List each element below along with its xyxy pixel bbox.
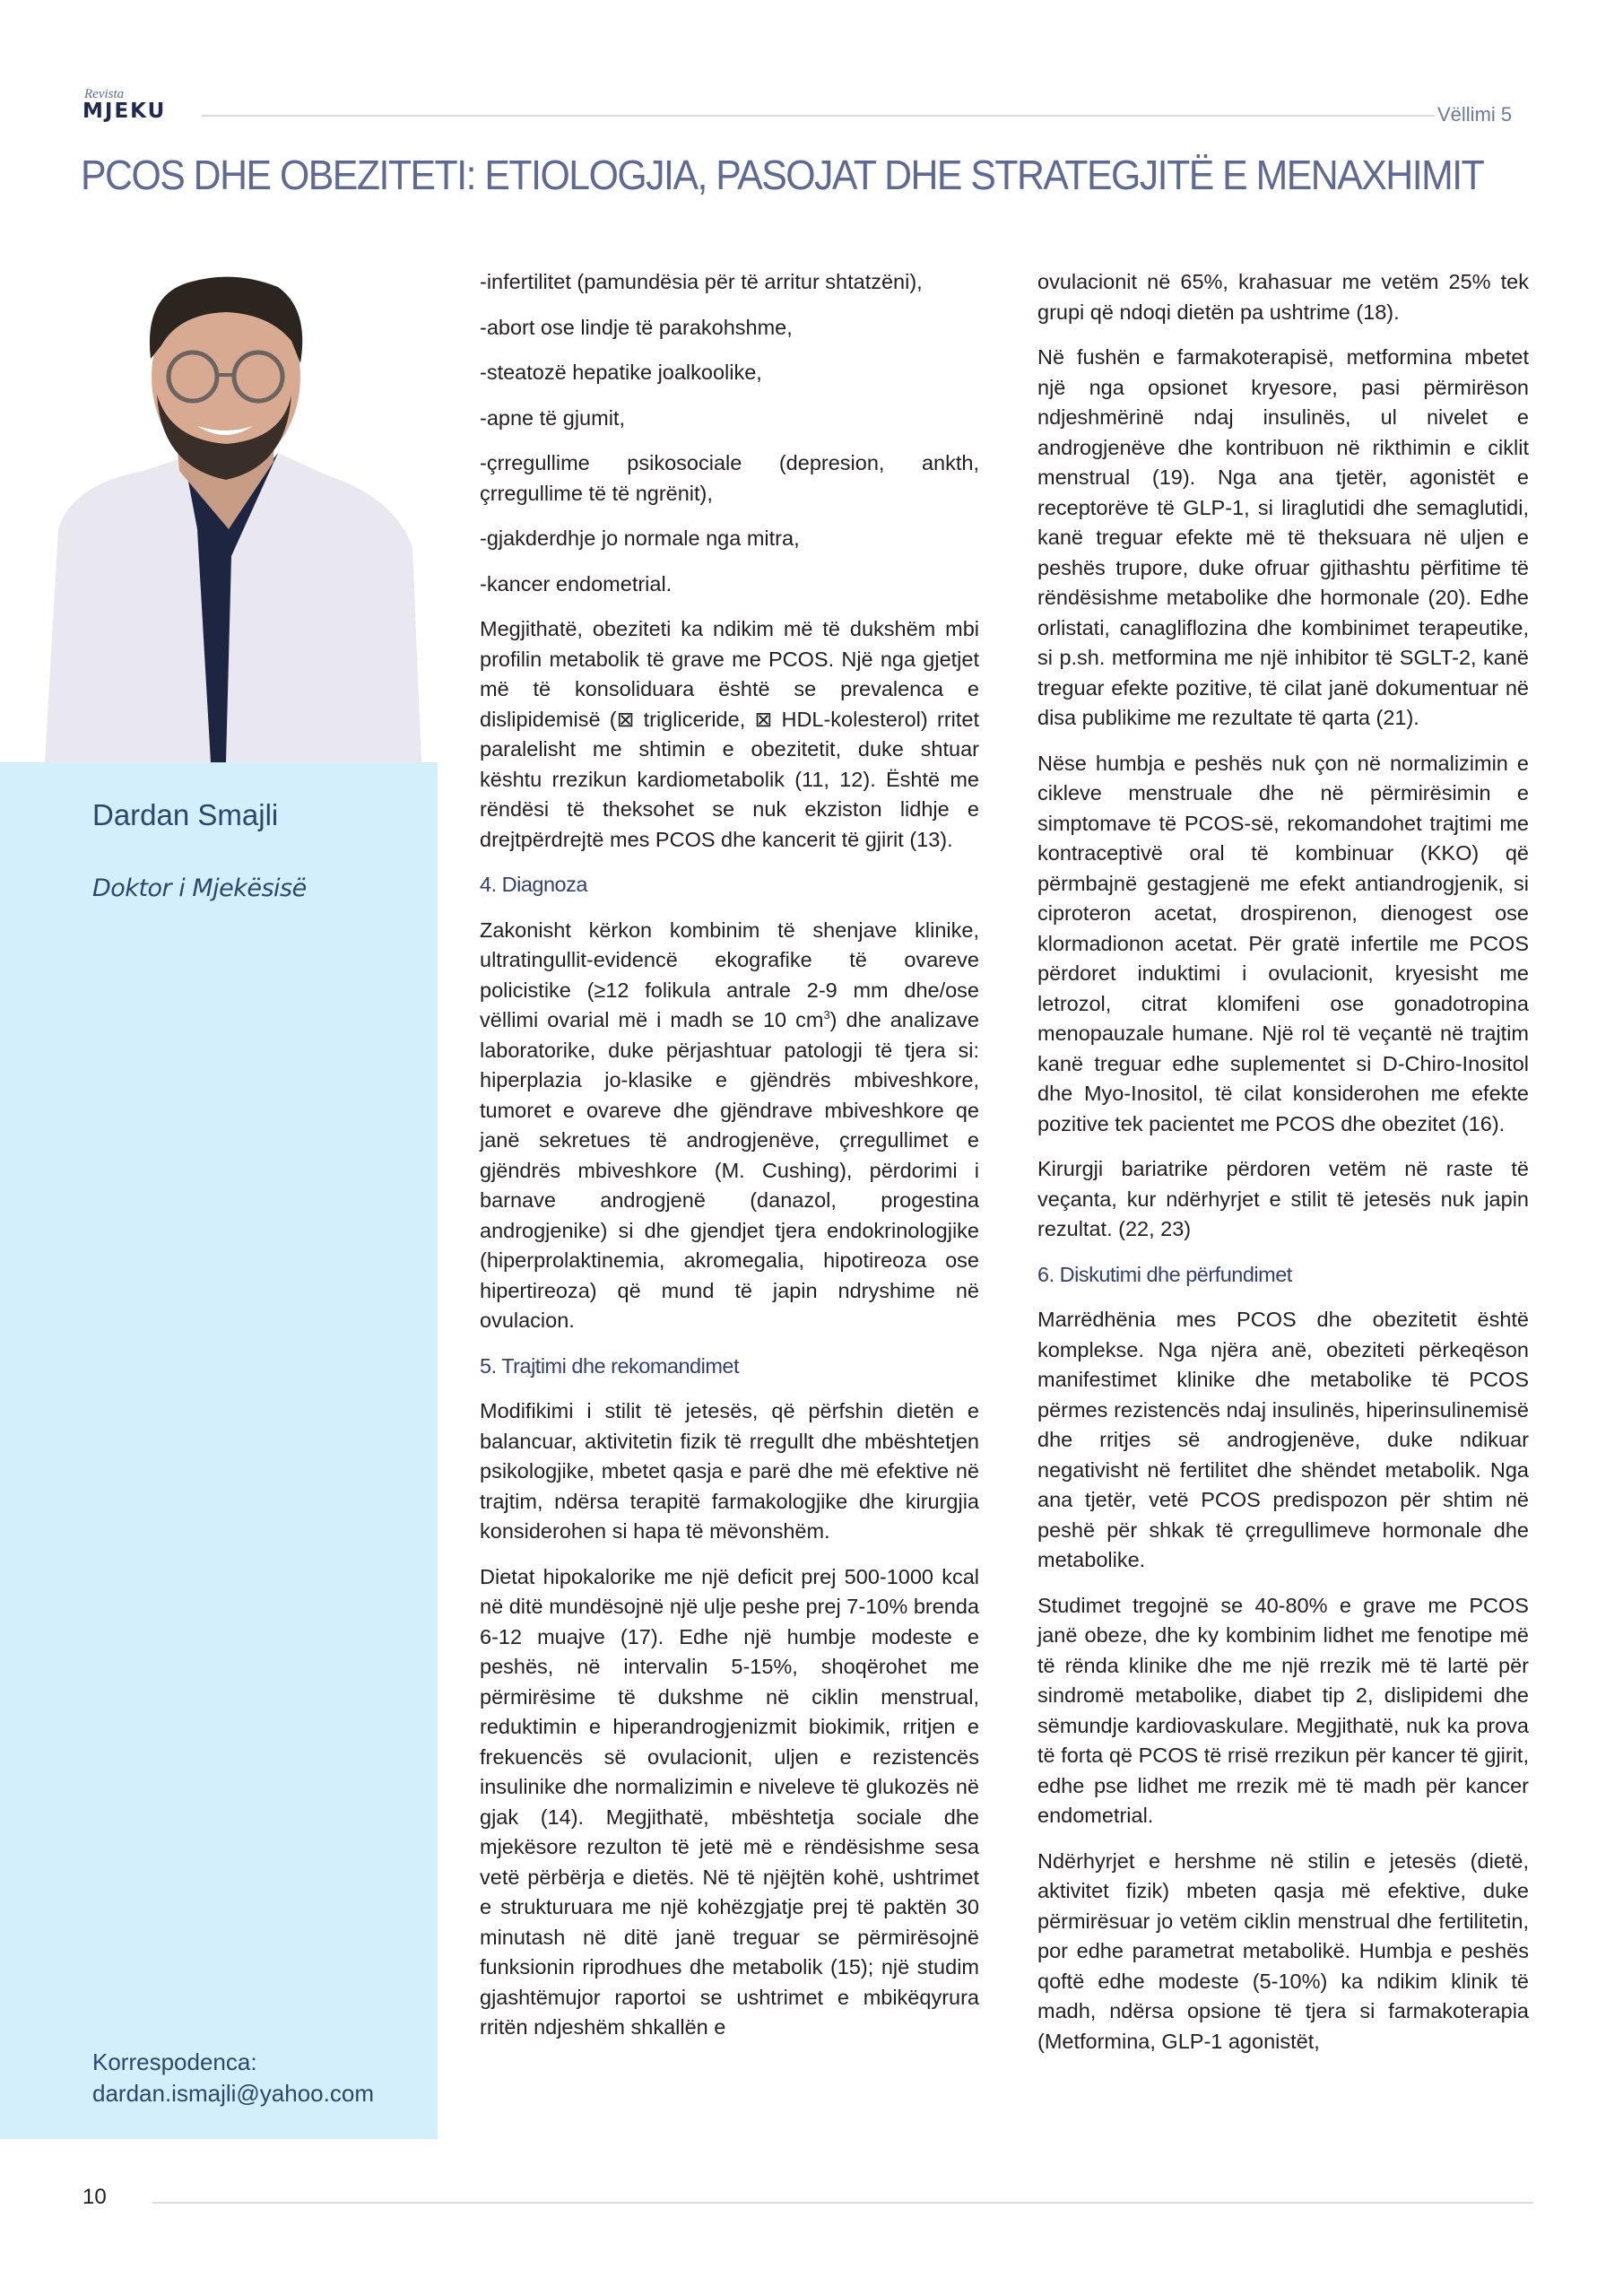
article-title: PCOS DHE OBEZITETI: ETIOLOGJIA, PASOJAT DHE STRATEGJITË E MENAXHIMIT — [81, 152, 1484, 198]
logo-mjeku-text: MJEKU — [82, 100, 167, 123]
page-number: 10 — [82, 2185, 107, 2209]
paragraph-diet: Dietat hipokalorike me një deficit prej 500-1000 kcal në ditë mundësojnë një ulje peshe prej 7-10% brenda 6-12 muajve (17). Edhe një humbje modeste e peshës, në intervalin 5-15%, shoqërohet me përmirësime të dukshme në ciklin menstrual, reduktimin e hiperandrogjenizmit biokimik, rritjen e frekuencës së ovulacionit, uljen e rezistencës insulinike dhe normalizimin e niveleve të glukozës në gjak (14). Megjithatë, mbështetja sociale dhe mjekësore rezulton të jetë më e rëndësishme sesa vetë përbërja e dietës. Në të njëjtën kohë, ushtrimet e strukturuara me një kohëzgjatje prej të paktën 30 minutash në ditë janë treguar se përmirësojnë funksionin riprodhues dhe metabolik (15); një studim gjashtëmujor raportoi se ushtrimet e mbikëqyrura rritën ndjeshëm shkallën e — [480, 1564, 979, 2039]
journal-logo — [82, 88, 166, 122]
author-portrait-icon — [18, 260, 438, 762]
list-item: -apne të gjumit, — [480, 405, 625, 430]
middle-column — [480, 267, 979, 2058]
list-item: -infertilitet (pamundësia për të arritur shtatzëni), — [480, 270, 923, 293]
paragraph-interventions: Ndërhyrjet e hershme në stilin e jetesës (dietë, aktivitet fizik) mbeten qasja më efektive, duke përmirësuar jo vetëm ciklin menstrual dhe fertilitetin, por edhe parametrat metabolikë. Humbja e peshës qoftë edhe modeste (5-10%) ka ndikim klinik të madh, ndërsa opsione të tjera si farmakoterapia (Metformina, GLP-1 agonistët, — [1037, 1848, 1529, 2053]
paragraph-ovulation: ovulacionit në 65%, krahasuar me vetëm 25% tek grupi që ndoqi dietën pa ushtrime (18). — [1037, 270, 1529, 324]
section-heading-discussion: 6. Diskutimi dhe përfundimet — [1037, 1262, 1292, 1286]
correspondence-email[interactable]: dardan.ismajli@yahoo.com — [92, 2080, 374, 2107]
paragraph-diagnosis — [480, 916, 979, 1336]
superscript-cubed: 3 — [823, 1008, 830, 1022]
list-item: -kancer endometrial. — [480, 571, 673, 596]
section-heading-treatment: 5. Trajtimi dhe rekomandimet — [480, 1353, 740, 1378]
correspondence-label: Korrespodenca: — [92, 2048, 257, 2075]
header-divider — [202, 115, 1435, 117]
paragraph-bariatric-surgery: Kirurgji bariatrike përdoren vetëm në raste të veçanta, kur ndërhyrjet e stilit të jetesës nuk japin rezultat. (22, 23) — [1037, 1157, 1529, 1240]
section-heading-diagnosis: 4. Diagnoza — [480, 873, 587, 896]
author-name: Dardan Smajli — [92, 798, 279, 831]
author-photo — [18, 260, 438, 762]
diagnosis-text-b: ) dhe analizave laboratorike, duke përjashtuar patologji të tjera si: hiperplazia jo-klasike e gjëndrës mbiveshkore, tumoret e ovareve dhe gjëndrave mbiveshkore qe janë sekretues të androgjenëve, çrregullimet e gjëndrës mbiveshkore (M. Cushing), përdorimi i barnave androgjenë (danazol, progestina androgjenike) si dhe gjendjet tjera endokrinologjike (hiperprolaktinemia, akromegalia, hipotireoza ose hipertireoza) që mund të japin ndryshime në ovulacion. — [480, 1008, 979, 1332]
paragraph-pharmacotherapy: Në fushën e farmakoterapisë, metformina mbetet një nga opsionet kryesore, pasi përmirëson ndjeshmërinë ndaj insulinës, ul nivelet e androgjenëve dhe kontribuon në rikthimin e ciklit menstrual (19). Nga ana tjetër, agonistët e receptorëve të GLP-1, si liraglutidi dhe semaglutidi, kanë treguar efekte më të theksuara në uljen e peshës trupore, duke ofruar gjithashtu përfitime të rëndësishme metabolike dhe hormonale (20). Edhe orlistati, canagliflozina dhe kombinimet terapeutike, si p.sh. metformina me një inhibitor të SGLT-2, kanë treguar efekte pozitive, të cilat janë dokumentuar në disa publikime me rezultate të qarta (21). — [1037, 345, 1529, 729]
volume-label: Vëllimi 5 — [1437, 103, 1513, 126]
paragraph-lifestyle: Modifikimi i stilit të jetesës, që përfshin dietën e balancuar, aktivitetin fizik të rregullt dhe mbështetjen psikologjike, mbetet qasja e parë dhe më efektive në trajtim, ndërsa terapitë farmakologjike dhe kirurgjia konsiderohen si hapa të mëvonshëm. — [480, 1399, 979, 1543]
author-role: Doktor i Mjekësisë — [92, 874, 307, 902]
paragraph-relationship: Marrëdhënia mes PCOS dhe obezitetit është komplekse. Nga njëra anë, obeziteti përkeqëson manifestimet klinike dhe metabolike të PCOS përmes rezistencës ndaj insulinës, hiperinsulinemisë dhe rritjes së androgjenëve, duke ndikuar negativisht në fertilitet dhe shëndet metabolik. Nga ana tjetër, vetë PCOS predispozon për shtim në peshë për shkak të çrregullimeve hormonale dhe metabolike. — [1037, 1308, 1529, 1571]
footer-divider — [152, 2202, 1533, 2204]
paragraph-studies: Studimet tregojnë se 40-80% e grave me PCOS janë obeze, dhe ky kombinim lidhet me fenotipe më të rënda klinike dhe me një rrezik më të lartë për sindromë metabolike, diabet tip 2, dislipidemi dhe sëmundje kardiovaskulare. Megjithatë, nuk ka prova të forta që PCOS të rrisë rrezikun për kancer të gjirit, edhe pse lidhet me rrezik më të madh për kancer endometrial. — [1037, 1593, 1529, 1827]
correspondence — [92, 2047, 374, 2109]
author-info-box — [0, 762, 438, 2139]
diagnosis-text-a: Zakonisht kërkon kombinim të shenjave klinike, ultratingullit-evidencë ekografike të ovareve policistike (≥12 folikula antrale 2-9 mm dhe/ose vëllimi ovarial më i madh se 10 cm — [480, 918, 979, 1031]
list-item: -çrregullime psikosociale (depresion, ankth, çrregullime të të ngrënit), — [480, 451, 979, 505]
list-item: -steatozë hepatike joalkoolike, — [480, 361, 762, 384]
paragraph-contraceptives: Nëse humbja e peshës nuk çon në normalizimin e cikleve menstruale dhe në përmirësimin e simptomave të PCOS-së, rekomandohet trajtimi me kontraceptivë oral të kombinuar (KKO) që përmbajnë gestagjenë me efekt antiandrogjenik, si ciproteron acetat, drospirenon, dienogest ose klormadionon acetat. Për gratë infertile me PCOS përdoret induktimi i ovulacionit, kryesisht me letrozol, citrat klomifeni ose gonadotropina menopauzale humane. Një rol të veçantë në trajtim kanë treguar edhe suplementet si D-Chiro-Inositol dhe Myo-Inositol, të cilat konsiderohen me efekte pozitive tek pacientet me PCOS dhe obezitet (16). — [1037, 751, 1529, 1135]
paragraph-metabolic-profile: Megjithatë, obeziteti ka ndikim më të dukshëm mbi profilin metabolik të grave me PCOS. Një nga gjetjet më të konsoliduara është se prevalenca e dislipidemisë (⊠ trigliceride, ⊠ HDL-kolesterol) rritet paralelisht me shtimin e obezitetit, duke shtuar kështu rrezikun kardiometabolik (11, 12). Është me rëndësi të theksohet se nuk ekziston lidhje e drejtpërdrejtë mes PCOS dhe kancerit të gjirit (13). — [480, 617, 979, 851]
list-item: -gjakderdhje jo normale nga mitra, — [480, 526, 800, 550]
logo-revista-text: Revista — [84, 87, 125, 101]
right-column — [1037, 267, 1529, 2072]
list-item: -abort ose lindje të parakohshme, — [480, 315, 793, 339]
